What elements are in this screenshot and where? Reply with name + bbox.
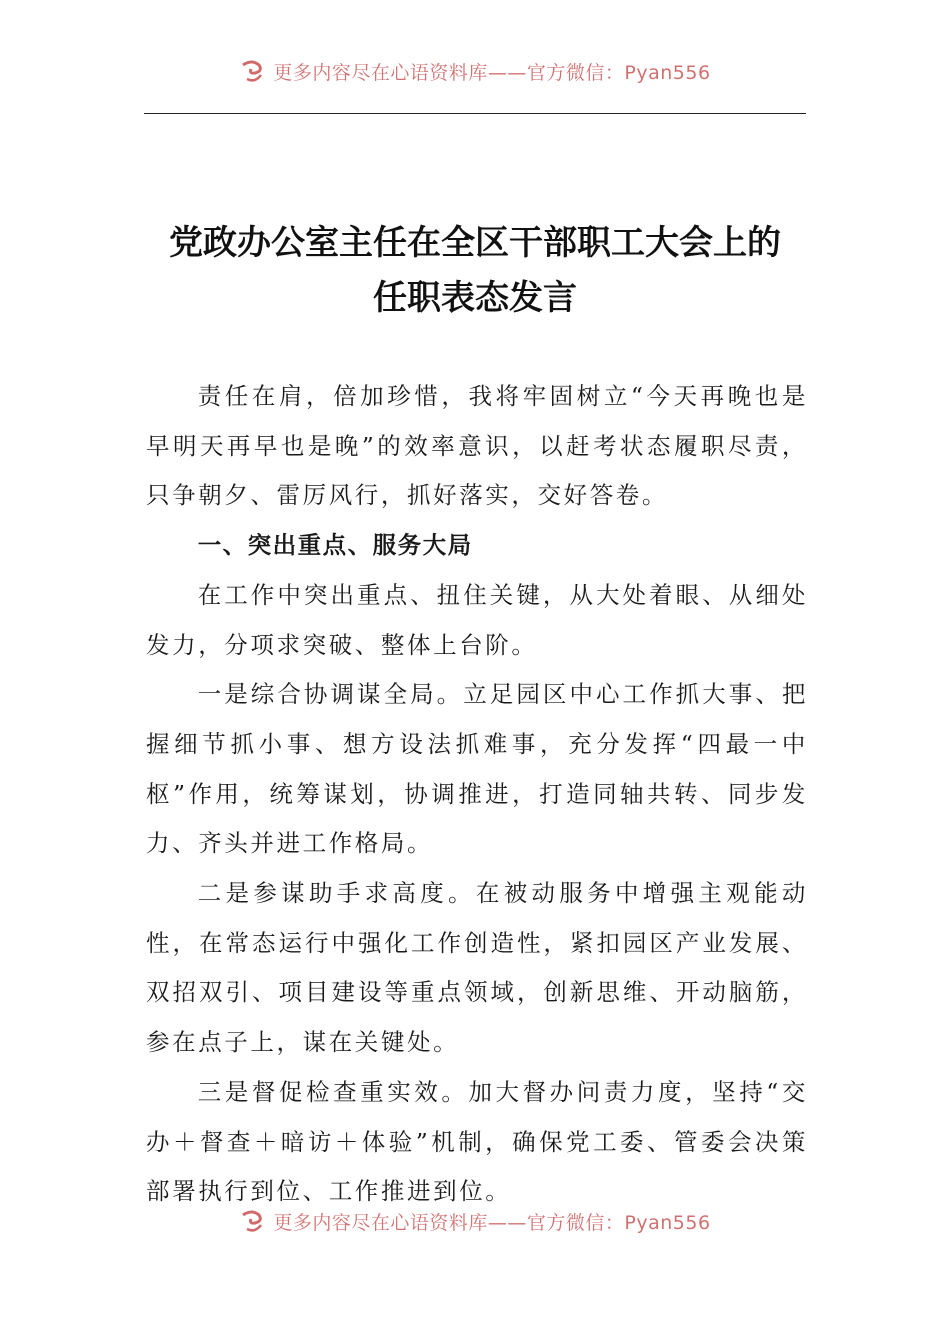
paragraph: 三是督促检查重实效。加大督办问责力度，坚持“交办＋督查＋暗访＋体验”机制，确保党工委、管委会决策部署执行到位、工作推进到位。	[146, 1077, 808, 1206]
header-divider	[144, 113, 806, 114]
red-swirl-logo-icon	[239, 59, 265, 83]
paragraph: 在工作中突出重点、扭住关键，从大处着眼、从细处发力，分项求突破、整体上台阶。	[146, 580, 808, 659]
section-heading: 一、突出重点、服务大局	[197, 531, 473, 560]
title-line-2: 任职表态发言	[373, 278, 577, 318]
document-title	[100, 216, 850, 326]
document-body	[146, 372, 808, 1217]
paragraph: 二是参谋助手求高度。在被动服务中增强主观能动性，在常态运行中强化工作创造性，紧扣园区产业发展、双招双引、项目建设等重点领域，创新思维、开动脑筋，参在点子上，谋在关键处。	[146, 879, 808, 1057]
title-line-1: 党政办公室主任在全区干部职工大会上的	[169, 223, 781, 263]
paragraph-intro: 责任在肩，倍加珍惜，我将牢固树立“今天再晚也是早明天再早也是晚”的效率意识，以赶考状态履职尽责，只争朝夕、雷厉风行，抓好落实，交好答卷。	[146, 382, 808, 510]
paragraph: 一是综合协调谋全局。立足园区中心工作抓大事、把握细节抓小事、想方设法抓难事，充分发挥“四最一中枢”作用，统筹谋划，协调推进，打造同轴共转、同步发力、齐头并进工作格局。	[146, 680, 808, 858]
watermark-banner-top	[0, 54, 950, 88]
watermark-text: 更多内容尽在心语资料库——官方微信：Pyan556	[273, 61, 711, 84]
watermark-banner-bottom	[0, 1204, 950, 1238]
watermark-text: 更多内容尽在心语资料库——官方微信：Pyan556	[273, 1211, 711, 1234]
red-swirl-logo-icon	[239, 1209, 265, 1233]
